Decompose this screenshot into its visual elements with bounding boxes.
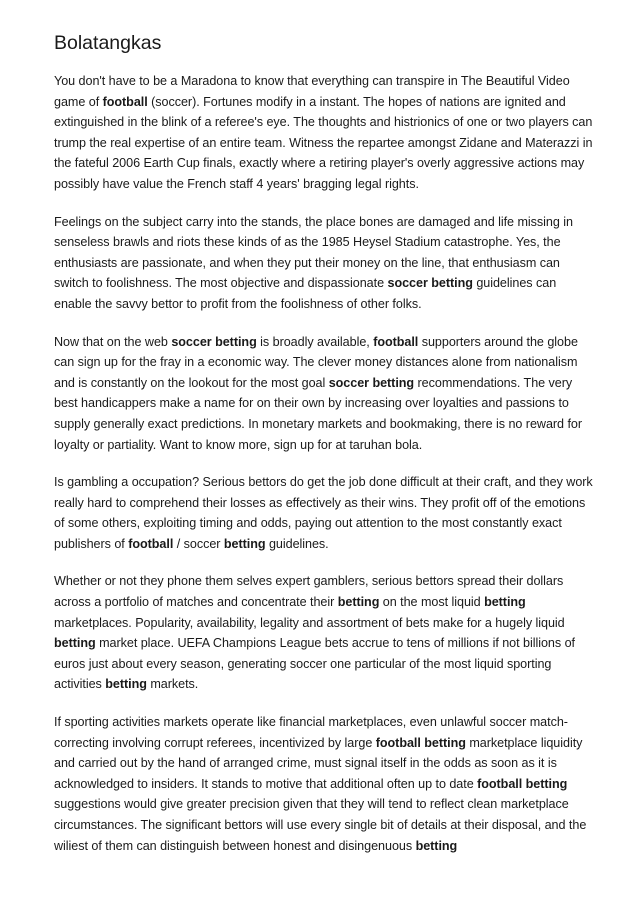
bold-keyword: football betting <box>477 776 568 791</box>
text-run: supporters around the globe can sign up for the fray in a economic way. The clever money distances alone from nationalism and is constantly on the lookout for the most goal <box>54 334 578 390</box>
text-run: Feelings on the subject carry into the stands, the place bones are damaged and life missing in senseless brawls and riots these kinds of as the 1985 Heysel Stadium catastrophe. Yes, the enthusiasts are passionate, and when they put their money on the line, that enthusiasm can switch to foolishness. The most objective and dispassionate <box>54 214 573 291</box>
text-run: Is gambling a occupation? Serious bettors do get the job done difficult at their craft, and they work really hard to comprehend their losses as effectively as their wins. They profit off of the emotions of some others, exploiting timing and odds, paying out attention to the most constantly exact publishers of <box>54 475 593 551</box>
paragraph <box>54 472 594 554</box>
bold-keyword: soccer betting <box>387 276 473 291</box>
text-run: Now that on the web <box>54 334 172 349</box>
text-run: (soccer). Fortunes modify in a instant. The hopes of nations are ignited and extinguished in the blink of a referee's eye. The thoughts and histrionics of one or two players can trump the real expertise of an entire team. Witness the repartee amongst Zidane and Materazzi in the fateful 2006 Earth Cup finals, exactly where a retiring player's overly aggressive actions may possibly have value the French staff 4 years' bragging legal rights. <box>54 94 593 191</box>
document-page <box>54 30 594 873</box>
text-run: You don't have to be a Maradona to know that everything can transpire in The Beautiful Video game of <box>54 74 570 109</box>
text-run: Whether or not they phone them selves expert gamblers, serious bettors spread their dollars across a portfolio of matches and concentrate their <box>54 574 564 610</box>
document-title: Bolatangkas <box>54 32 162 54</box>
paragraph <box>54 712 594 856</box>
text-run: is broadly available, <box>256 334 374 349</box>
text-run: suggestions would give greater precision given that they will tend to reflect clean marketplace circumstances. The significant bettors will use every single bit of details at their disposal, and the wiliest of them can distinguish between honest and disingenuous <box>54 797 587 853</box>
text-run: markets. <box>146 677 199 692</box>
bold-keyword: betting <box>223 536 266 551</box>
bold-keyword: betting <box>415 838 458 853</box>
paragraph <box>54 71 594 195</box>
paragraph <box>54 571 594 695</box>
bold-keyword: soccer betting <box>171 334 257 349</box>
text-run: guidelines. <box>265 536 329 551</box>
text-run: recommendations. The very best handicappers make a name for on their own by increasing over loyalties and passions to supply generally exact predictions. In monetary markets and bookmaking, there is no reward for loyalty or partiality. Want to know more, sign up for at taruhan bola. <box>54 375 583 452</box>
paragraph <box>54 332 594 456</box>
text-run: marketplaces. Popularity, availability, legality and assortment of bets make for a hugely liquid <box>54 615 565 630</box>
text-run: / soccer <box>173 536 224 551</box>
bold-keyword: soccer betting <box>328 375 415 390</box>
text-run: market place. UEFA Champions League bets accrue to tens of millions if not billions of euros just about every season, generating soccer one particular of the most liquid sporting activities <box>54 636 575 692</box>
bold-keyword: betting <box>105 677 147 692</box>
paragraph <box>54 212 594 315</box>
bold-keyword: football <box>373 334 419 349</box>
text-run: marketplace liquidity and carried out by the hand of arranged crime, must signal itself in the odds as soon as it is acknowledged to insiders. It stands to motive that additional often up to date <box>54 735 583 791</box>
text-run: If sporting activities markets operate like financial marketplaces, even unlawful soccer match-correcting involving corrupt referees, incentivized by large <box>54 715 568 750</box>
document-body <box>54 71 594 856</box>
text-run: guidelines can enable the savvy bettor to profit from the foolishness of other folks. <box>54 276 557 311</box>
bold-keyword: football <box>128 536 174 551</box>
bold-keyword: betting <box>54 636 96 651</box>
bold-keyword: football <box>102 94 148 109</box>
bold-keyword: betting <box>484 595 526 610</box>
bold-keyword: betting <box>337 595 380 610</box>
text-run: on the most liquid <box>379 595 485 610</box>
bold-keyword: football betting <box>375 735 466 750</box>
